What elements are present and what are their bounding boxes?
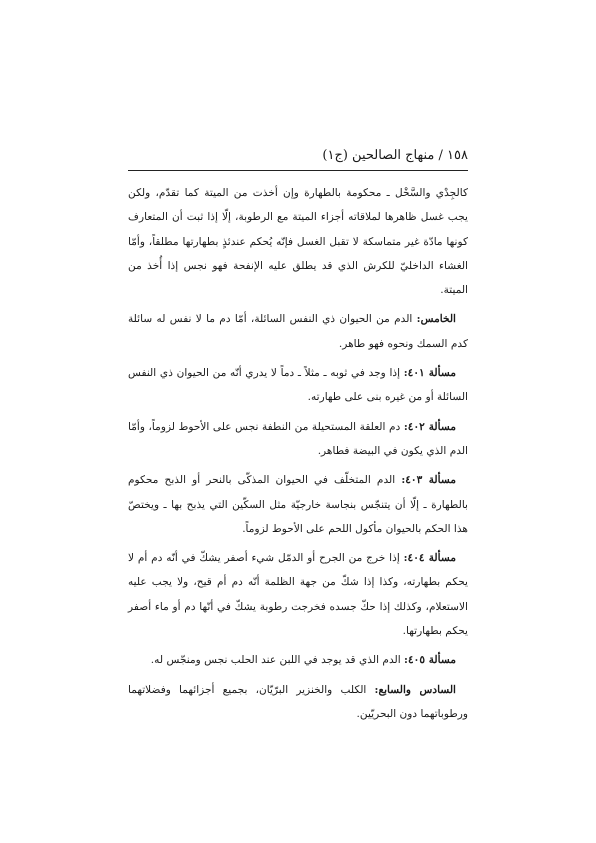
paragraph-text: إذا خرج من الجرح أو الدمّل شيء أصفر يشكّ في أنّه دم أم لا يحكم بطهارته، وكذا إذا شكّ من جهة الظلمة أنّه دم أم قيح، ولا يجب عليه الاستعلام، وكذلك إذا حكّ جسده فخرجت رطوبة يشكّ في أنّها دم أو ماء أصفر يحكم بطهارتها.: [128, 552, 468, 638]
paragraph-lead: مسألة ٤٠١:: [403, 367, 457, 380]
paragraph-text: الدم من الحيوان ذي النفس السائلة، أمّا دم ما لا نفس له سائلة كدم السمك ونحوه فهو طاهر.: [128, 313, 468, 350]
paragraph-fifth-impurity: [128, 307, 468, 356]
paragraph-text: إذا وجد في ثوبه ـ مثلاً ـ دماً لا يدري أنّه من الحيوان ذي النفس السائلة أو من غيره بنى على طهارته.: [128, 367, 468, 404]
paragraph-issue-401: [128, 361, 468, 410]
paragraph-issue-402: [128, 415, 468, 464]
paragraph-text: كالجِدْي والسَّخْل ـ محكومة بالطهارة وإن أخذت من الميتة كما تقدّم، ولكن يجب غسل ظاهرها لملاقاته أجزاء الميتة مع الرطوبة، إلّا إذا ثبت أن المتعارف كونها مادّة غير متماسكة لا تقبل الغسل فإنّه يُحكم عندئذٍ بطهارتها مطلقاً، وأمّا الغشاء الداخليّ للكرش الذي قد يطلق عليه الإنفحة فهو نجس إذا أُخذ من الميتة.: [128, 187, 468, 297]
paragraph-lead: الخامس:: [416, 313, 456, 326]
paragraph-text: دم العلقة المستحيلة من النطفة نجس على الأحوط لزوماً، وأمّا الدم الذي يكون في البيضة فطاهر.: [128, 420, 468, 457]
paragraph-continuation: [128, 181, 468, 302]
paragraph-text: الدم الذي قد يوجد في اللبن عند الحلب نجس ومنجّس له.: [150, 654, 405, 667]
paragraph-lead: مسألة ٤٠٢:: [403, 420, 456, 433]
paragraph-lead: السادس والسابع:: [374, 683, 456, 696]
paragraph-issue-405: [128, 648, 468, 672]
paragraph-sixth-seventh-impurity: [128, 678, 468, 727]
running-header: ١٥٨ / منهاج الصالحين (ج١): [322, 148, 468, 163]
paragraph-text: الكلب والخنزير البرّيّان، بجميع أجزائهما وفضلاتهما ورطوباتهما دون البحريّين.: [128, 683, 468, 720]
paragraph-text: الدم المتخلّف في الحيوان المذكّى بالنحر أو الذبح محكوم بالطهارة ـ إلّا أن يتنجّس بنجاسة خارجيّة مثل السكّين التي يذبح بها ـ ويختصّ هذا الحكم بالحيوان مأكول اللحم على الأحوط لزوماً.: [128, 474, 468, 535]
paragraph-issue-404: [128, 546, 468, 643]
paragraph-lead: مسألة ٤٠٤:: [403, 552, 456, 565]
paragraph-lead: مسألة ٤٠٥:: [404, 654, 456, 667]
header-rule: [128, 170, 468, 171]
paragraph-lead: مسألة ٤٠٣:: [401, 474, 456, 487]
page-body: [128, 181, 468, 731]
paragraph-issue-403: [128, 468, 468, 541]
